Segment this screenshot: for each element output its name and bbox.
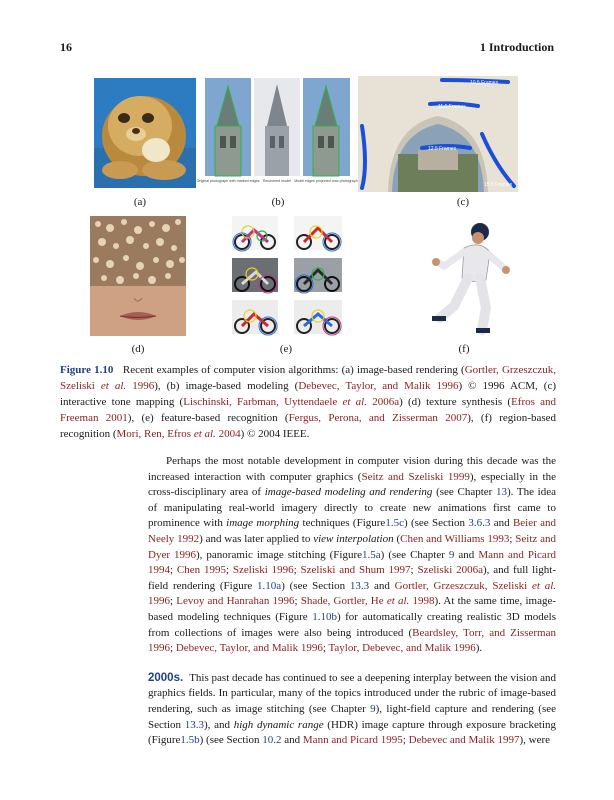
figure-link[interactable]: 1.5b [180,734,200,747]
section-link[interactable]: 13.3 [184,718,204,731]
body-text [148,454,556,749]
panel-c-label-4: 15.5 Frames [484,182,513,188]
caption-text: ), (b) image-based modeling ( [154,380,299,392]
panel-b-caption-2: Recovered model [262,179,292,183]
panel-c-label-3: 12.5 Frames [428,146,457,152]
chapter-link[interactable]: 13 [496,486,507,499]
citation-link[interactable]: Debevec and Malik 1997 [408,734,520,747]
paragraph-1: Perhaps the most notable development in computer vision during this decade was the increased interaction with computer graphics (Seitz and Szeliski 1999), especially in the cross-disciplinary area of image-based modeling and rendering (see Chapter 13). The idea of manipulating real-world imagery directly to create new animations first came to prominence with image morphing techniques (Figure1.5c) (see Section 3.6.3 and Beier and Neely 1992) and was later applied to view interpolation (Chen and Williams 1993; Seitz and Dyer 1996), panoramic image stitching (Figure1.5a) (see Chapter 9 and Mann and Picard 1994; Chen 1995; Szeliski 1996; Szeliski and Shum 1997; Szeliski 2006a), and full light-field rendering (Figure 1.10a) (see Section 13.3 and Gortler, Grzeszczuk, Szeliski et al. 1996; Levoy and Hanrahan 1996; Shade, Gortler, He et al. 1998). At the same time, image-based modeling techniques (Figure 1.10b) for automatically creating realistic 3D models from collections of images were also being introduced (Beardsley, Torr, and Zisserman 1996; Debevec, Taylor, and Malik 1996; Taylor, Debevec, and Malik 1996). [148,455,557,655]
figure-label-c: (c) [456,196,470,208]
figure-caption [60,362,556,442]
section-link[interactable]: 3.6.3 [468,517,491,530]
paragraph-2000s: 2000s. This past decade has continued to see a deepening interplay between the vision and graphics fields. In particular, many of the topics introduced under the rubric of image-based rendering, such as image stitching (see Chapter 9), light-field capture and rendering (see Section 13.3), and high dynamic range (HDR) image capture through exposure bracketing (Figure1.5b) (see Section 10.2 and Mann and Picard 1995; Debevec and Malik 1997), were [148,671,556,747]
citation-link[interactable]: Mori, Ren, Efros et al. 2004 [116,428,241,440]
section-heading-2000s: 2000s. [148,671,184,684]
section-link[interactable]: 10.2 [262,734,282,747]
citation-link[interactable]: Levoy and Hanrahan 1996 [176,595,295,608]
caption-text: ) © 2004 IEEE. [240,428,310,440]
citation-link[interactable]: Szeliski 1996 [232,564,294,577]
running-header: 1 Introduction [479,40,554,54]
figure-panel-a-lion [94,78,196,188]
figure-link[interactable]: 1.10a [257,579,282,592]
citation-link[interactable]: Fergus, Perona, and Zisserman 2007 [288,412,468,424]
figure-panel-e-motorbikes [228,214,346,336]
panel-b-caption-3: Model edges projected onto photograph [294,179,358,183]
citation-link[interactable]: Seitz and Szeliski 1999 [361,470,470,483]
figure-link[interactable]: 1.5a [362,548,381,561]
figure-number: Figure 1.10 [60,364,114,376]
chapter-link[interactable]: 9 [448,548,455,561]
citation-link[interactable]: Gortler, Grzeszczuk, Szeliski et al. 1996 [60,364,557,392]
citation-link[interactable]: Chen and Williams 1993 [400,532,510,545]
section-link[interactable]: 13.3 [349,579,370,592]
citation-link[interactable]: Beardsley, Torr, and Zisserman 1996 [148,626,556,655]
citation-link[interactable]: Szeliski 2006a [417,564,484,577]
figure-panel-b-towers [196,78,358,190]
citation-link[interactable]: Taylor, Debevec, and Malik 1996 [328,642,476,655]
caption-text: ), (f) region-based recognition ( [60,412,557,440]
citation-link[interactable]: Gortler, Grzeszczuk, Szeliski et al. 1996 [148,579,556,608]
panel-c-label-1: 10.5 Frames [470,80,499,86]
panel-c-label-2: 11.5 Frames [438,104,466,110]
citation-link[interactable]: Lischinski, Farbman, Uyttendaele et al. 2006a [183,396,400,408]
caption-text: ), (e) feature-based recognition ( [127,412,289,424]
page-number: 16 [60,40,72,54]
figure-label-e: (e) [279,343,293,355]
figure-label-d: (d) [131,343,145,355]
citation-link[interactable]: Debevec, Taylor, and Malik 1996 [175,642,323,655]
citation-link[interactable]: Debevec, Taylor, and Malik 1996 [298,380,459,392]
figure-label-b: (b) [271,196,285,208]
figure-link[interactable]: 1.5c [385,517,404,530]
figure-panel-f-baseball-player [424,214,514,338]
caption-text: ) (d) texture synthesis ( [399,396,512,408]
figure-label-f: (f) [458,343,470,355]
citation-link[interactable]: Chen 1995 [176,564,226,577]
caption-text: ) © 1996 ACM, (c) interactive tone mapping ( [60,380,557,408]
citation-link[interactable]: Beier and Neely 1992 [148,517,556,545]
figure-label-a: (a) [133,196,147,208]
citation-link[interactable]: Mann and Picard 1994 [148,548,556,577]
panel-b-caption-1: Original photograph with marked edges [196,179,260,183]
figure-panel-c-archway [358,76,518,192]
citation-link[interactable]: Shade, Gortler, He et al. 1998 [300,595,435,608]
caption-text: Recent examples of computer vision algorithms: (a) image-based rendering ( [122,364,465,376]
chapter-link[interactable]: 9 [370,702,376,715]
figure-link[interactable]: 1.10b [312,610,337,623]
citation-link[interactable]: Efros and Freeman 2001 [60,396,557,424]
citation-link[interactable]: Mann and Picard 1995 [302,734,403,747]
citation-link[interactable]: Szeliski and Shum 1997 [300,564,411,577]
figure-panel-d-face-texture [90,216,186,336]
citation-link[interactable]: Seitz and Dyer 1996 [148,532,556,561]
